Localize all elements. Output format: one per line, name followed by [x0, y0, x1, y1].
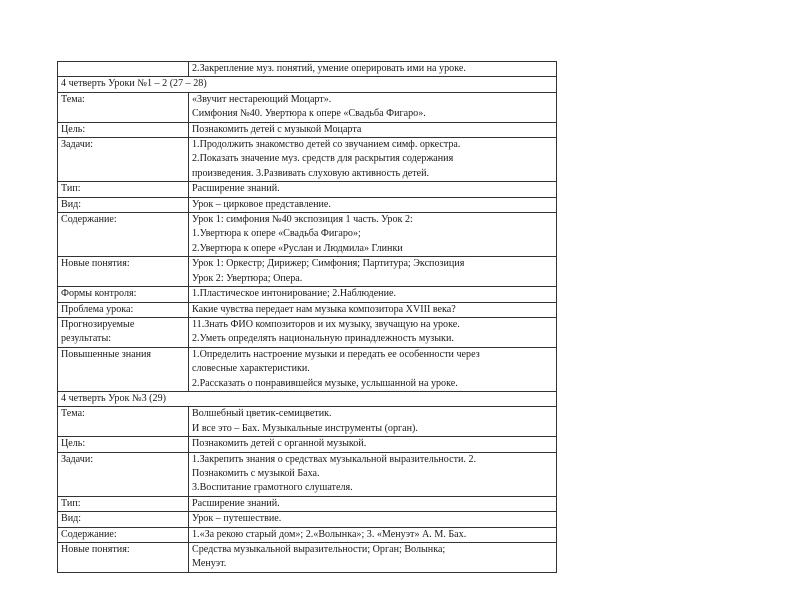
- row-value-line: Познакомить детей с органной музыкой.: [192, 438, 367, 450]
- row-value-line: Симфония №40. Увертюра к опере «Свадьба Фигаро».: [192, 108, 426, 120]
- row-value: [189, 527, 557, 542]
- row-value-line: Расширение знаний.: [192, 183, 280, 195]
- row-value-line: 11.Знать ФИО композиторов и их музыку, звучащую на уроке.: [192, 318, 460, 330]
- table-row: [58, 407, 557, 437]
- row-label: Задачи:: [58, 138, 189, 182]
- row-value: [189, 452, 557, 496]
- table-row: [58, 302, 557, 317]
- table-row: [58, 138, 557, 182]
- row-value: [189, 347, 557, 391]
- row-value-line: Расширение знаний.: [192, 497, 280, 509]
- row-label: Содержание:: [58, 213, 189, 257]
- table-row: [58, 543, 557, 573]
- row-label: [58, 317, 189, 347]
- row-value: [189, 512, 557, 527]
- row-label: Формы контроля:: [58, 287, 189, 302]
- row-value-line: Какие чувства передает нам музыка композитора XVIII века?: [192, 303, 456, 315]
- row-value: [189, 437, 557, 452]
- table-row: [58, 182, 557, 197]
- row-label: Новые понятия:: [58, 257, 189, 287]
- table-row: [58, 317, 557, 347]
- row-label: Содержание:: [58, 527, 189, 542]
- table-row: [58, 452, 557, 496]
- row-value: [189, 122, 557, 137]
- table-row: [58, 122, 557, 137]
- row-label: Повышенные знания: [58, 347, 189, 391]
- row-label: Новые понятия:: [58, 543, 189, 573]
- row-value: [189, 138, 557, 182]
- quarter-header-row: [58, 77, 557, 92]
- row-label: Тема:: [58, 407, 189, 437]
- row-label: Вид:: [58, 197, 189, 212]
- lesson-plan-body: [58, 62, 557, 573]
- row-value-line: И все это – Бах. Музыкальные инструменты (орган).: [192, 422, 418, 434]
- table-row: [58, 512, 557, 527]
- row-value: [189, 407, 557, 437]
- row-label: Тип:: [58, 496, 189, 511]
- row-label: Цель:: [58, 437, 189, 452]
- table-row: [58, 92, 557, 122]
- row-value: [189, 287, 557, 302]
- row-value: [189, 197, 557, 212]
- row-value-line: 3.Воспитание грамотного слушателя.: [192, 482, 353, 494]
- row-label: Проблема урока:: [58, 302, 189, 317]
- row-label: Вид:: [58, 512, 189, 527]
- table-row: [58, 437, 557, 452]
- row-value-line: 2.Рассказать о понравившейся музыке, услышанной на уроке.: [192, 377, 458, 389]
- table-row: [58, 197, 557, 212]
- row-value-line: Урок – цирковое представление.: [192, 198, 331, 210]
- row-value: [189, 92, 557, 122]
- row-value: [189, 302, 557, 317]
- row-label: Цель:: [58, 122, 189, 137]
- row-value-line: 2.Уметь определять национальную принадлежность музыки.: [192, 333, 454, 345]
- row-value: [189, 213, 557, 257]
- row-value-line: 1.«За рекою старый дом»; 2.«Волынка»; 3. «Менуэт» А. М. Бах.: [192, 528, 467, 540]
- row-value: [189, 496, 557, 511]
- row-value: [189, 62, 557, 77]
- table-row: [58, 496, 557, 511]
- row-value-line: Урок 1: Оркестр; Дирижер; Симфония; Партитура; Экспозиция: [192, 258, 465, 270]
- row-value-line: Урок 2: Увертюра; Опера.: [192, 272, 303, 284]
- row-value: [189, 182, 557, 197]
- row-value-line: Урок – путешествие.: [192, 513, 282, 525]
- row-value-line: Менуэт.: [192, 558, 227, 570]
- row-value-line: 1.Продолжить знакомство детей со звучанием симф. оркестра.: [192, 139, 461, 151]
- row-value-line: Познакомить с музыкой Баха.: [192, 467, 320, 479]
- row-value-line: Урок 1: симфония №40 экспозиция 1 часть. Урок 2:: [192, 214, 413, 226]
- table-row: [58, 257, 557, 287]
- row-value-line: словесные характеристики.: [192, 363, 310, 375]
- table-row: [58, 527, 557, 542]
- row-value-line: 1.Увертюра к опере «Свадьба Фигаро»;: [192, 228, 361, 240]
- row-value-line: 1.Определить настроение музыки и передать ее особенности через: [192, 348, 480, 360]
- row-value-line: «Звучит нестареющий Моцарт».: [192, 93, 332, 105]
- row-value-line: произведения. 3.Развивать слуховую активность детей.: [192, 167, 430, 179]
- row-label: [58, 62, 189, 77]
- row-value-line: Познакомить детей с музыкой Моцарта: [192, 123, 362, 135]
- row-value: [189, 543, 557, 573]
- row-value-line: 2.Закрепление муз. понятий, умение оперировать ими на уроке.: [192, 63, 466, 74]
- row-value-line: 1.Пластическое интонирование; 2.Наблюдение.: [192, 288, 396, 300]
- quarter-header: 4 четверть Уроки №1 – 2 (27 – 28): [58, 77, 557, 92]
- row-value-line: 1.Закрепить знания о средствах музыкальной выразительности. 2.: [192, 453, 477, 465]
- row-value-line: 2.Увертюра к опере «Руслан и Людмила» Глинки: [192, 242, 403, 254]
- row-value: [189, 317, 557, 347]
- row-value-line: 2.Показать значение муз. средств для раскрытия содержания: [192, 153, 454, 165]
- row-label: Задачи:: [58, 452, 189, 496]
- table-row: [58, 347, 557, 391]
- table-row: [58, 213, 557, 257]
- row-label: Тема:: [58, 92, 189, 122]
- quarter-header-row: [58, 391, 557, 406]
- table-row: [58, 287, 557, 302]
- quarter-header: 4 четверть Урок №3 (29): [58, 391, 557, 406]
- row-label-line: Прогнозируемые: [61, 318, 135, 330]
- row-label: Тип:: [58, 182, 189, 197]
- row-value-line: Волшебный цветик-семицветик.: [192, 408, 332, 420]
- row-value-line: Средства музыкальной выразительности; Орган; Волынка;: [192, 544, 446, 555]
- lesson-plan-table: [57, 61, 557, 573]
- row-value: [189, 257, 557, 287]
- row-label-line: результаты:: [61, 333, 112, 345]
- table-row: [58, 62, 557, 77]
